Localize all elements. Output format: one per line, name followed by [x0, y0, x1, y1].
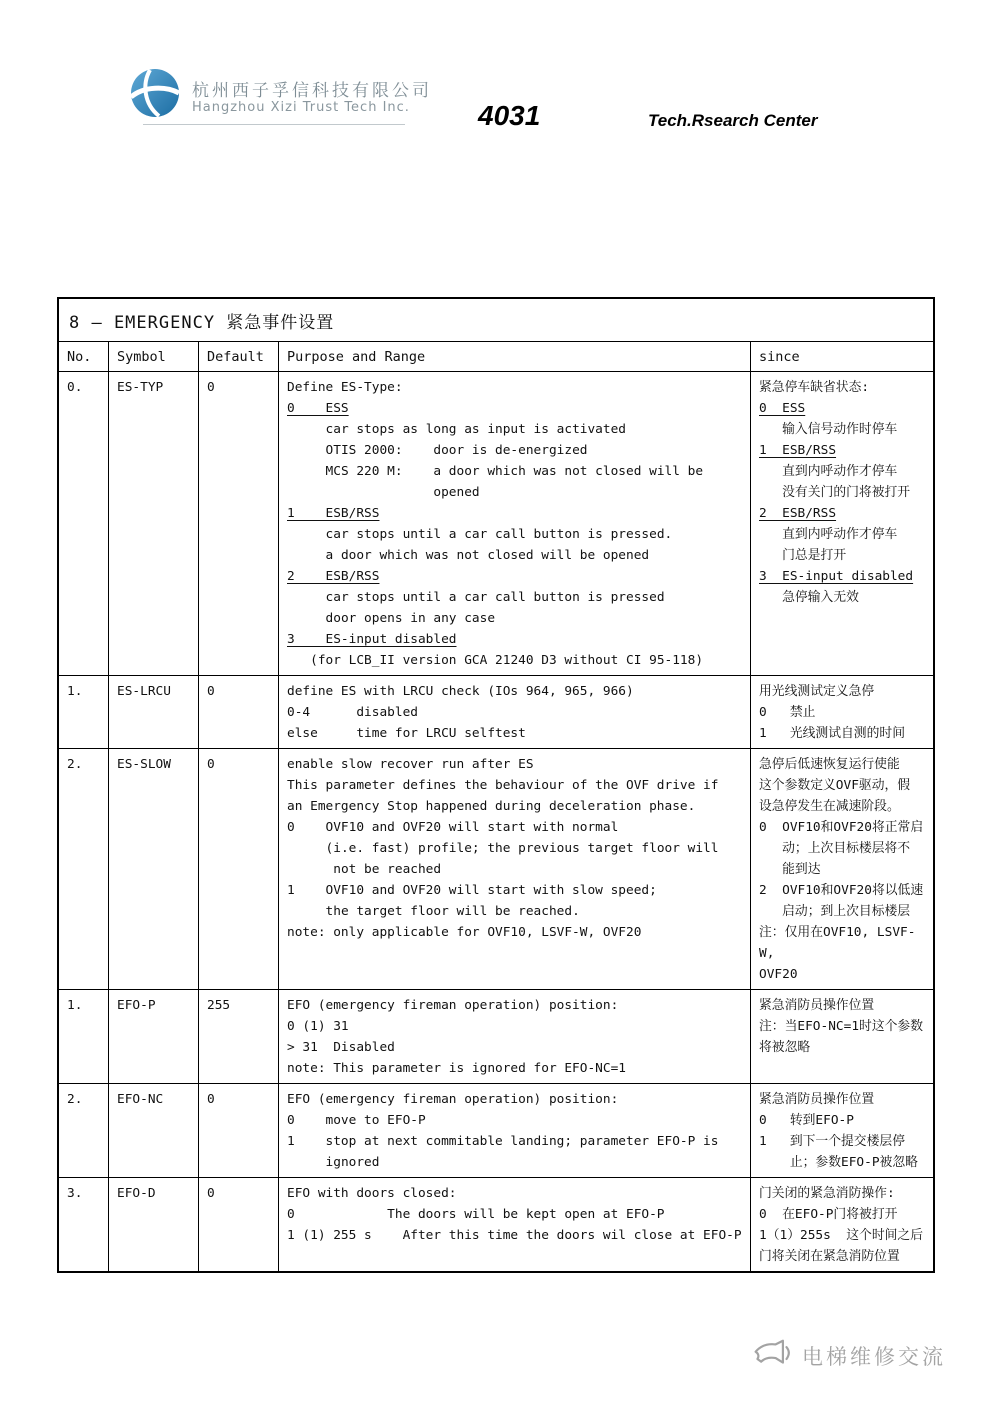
cell-purpose: EFO with doors closed: 0 The doors will be kept open at EFO-P 1 (1) 255 s After this time the doors wil close at EFO-P: [279, 1178, 751, 1271]
cell-symbol: ES-SLOW: [109, 749, 199, 989]
cell-since: 急停后低速恢复运行使能 这个参数定义OVF驱动，假 设急停发生在减速阶段。 0 OVF10和OVF20将正常启 动；上次目标楼层将不 能到达 2 OVF10和OVF20将以低速 启动；到上次目标楼层 注：仅用在OVF10, LSVF-W, OVF20: [759, 757, 924, 982]
cell-since: 门关闭的紧急消防操作: 0 在EFO-P门将被打开 1（1）255s 这个时间之后 门将关闭在紧急消防位置: [759, 1186, 924, 1264]
cell-default: 0: [199, 676, 279, 748]
cell-since: 紧急停车缺省状态: 0 ESS 输入信号动作时停车 1 ESB/RSS 直到内呼动作才停车 没有关门的门将被打开 2 ESB/RSS 直到内呼动作才停车 门总是打开 3 ES-input disabled 急停输入无效: [759, 380, 914, 605]
cell-no: 2.: [59, 749, 109, 989]
table-row: [59, 749, 933, 990]
company-name-en: Hangzhou Xizi Trust Tech Inc.: [192, 100, 410, 115]
cell-default: 0: [199, 1178, 279, 1271]
table-header-row: [59, 342, 933, 372]
header-divider: [143, 124, 405, 125]
department-title: Tech.Rsearch Center: [648, 111, 818, 130]
table-row: [59, 1084, 933, 1178]
table-section-title: 8 — EMERGENCY 紧急事件设置: [59, 299, 933, 342]
table-body: [59, 372, 933, 1271]
cell-no: 2.: [59, 1084, 109, 1177]
cell-no: 1.: [59, 990, 109, 1083]
cell-since: 紧急消防员操作位置 注：当EFO-NC=1时这个参数 将被忽略: [759, 998, 924, 1055]
cell-default: 0: [199, 372, 279, 675]
cell-symbol: EFO-P: [109, 990, 199, 1083]
column-header-default: Default: [199, 342, 279, 371]
table-row: [59, 372, 933, 676]
watermark: [752, 1338, 946, 1373]
cell-symbol: EFO-D: [109, 1178, 199, 1271]
column-header-symbol: Symbol: [109, 342, 199, 371]
cell-no: 1.: [59, 676, 109, 748]
table-row: [59, 1178, 933, 1271]
table-row: [59, 676, 933, 749]
column-header-since: since: [759, 349, 800, 365]
cell-symbol: ES-TYP: [109, 372, 199, 675]
cell-purpose: define ES with LRCU check (IOs 964, 965, 966) 0-4 disabled else time for LRCU selftest: [279, 676, 751, 748]
company-name-cn: 杭州西子孚信科技有限公司: [192, 81, 432, 101]
parameter-table: [57, 297, 935, 1273]
table-row: [59, 990, 933, 1084]
page-number: 4031: [478, 100, 541, 131]
cell-symbol: EFO-NC: [109, 1084, 199, 1177]
company-logo-icon: [128, 66, 182, 120]
cell-no: 3.: [59, 1178, 109, 1271]
cell-default: 255: [199, 990, 279, 1083]
cell-purpose: EFO (emergency fireman operation) position: 0 move to EFO-P 1 stop at next commitable landing; parameter EFO-P is ignored: [279, 1084, 751, 1177]
column-header-no: No.: [59, 342, 109, 371]
cell-symbol: ES-LRCU: [109, 676, 199, 748]
cell-default: 0: [199, 749, 279, 989]
cell-default: 0: [199, 1084, 279, 1177]
cell-purpose: Define ES-Type: 0 ESS car stops as long as input is activated OTIS 2000: door is de-energized MCS 220 M: a door which was not closed will be opened 1 ESB/RSS car stops until a car call button is pressed. a door which was not closed will be opened 2 ESB/RSS car stops until a car call button is pressed door opens in any case 3 ES-input disabled (for LCB_II version GCA 21240 D3 without CI 95-118): [279, 372, 751, 675]
cell-purpose: EFO (emergency fireman operation) position: 0 (1) 31 > 31 Disabled note: This parameter is ignored for EFO-NC=1: [279, 990, 751, 1083]
watermark-text: 电梯维修交流: [802, 1344, 946, 1369]
megaphone-icon: [752, 1338, 792, 1373]
cell-no: 0.: [59, 372, 109, 675]
cell-since: 紧急消防员操作位置 0 转到EFO-P 1 到下一个提交楼层停 止；参数EFO-P被忽略: [759, 1092, 918, 1170]
cell-purpose: enable slow recover run after ES This parameter defines the behaviour of the OVF drive if an Emergency Stop happened during deceleration phase. 0 OVF10 and OVF20 will start with normal (i.e. fast) profile; the previous target floor will not be reached 1 OVF10 and OVF20 will start with slow speed; the target floor will be reached. note: only applicable for OVF10, LSVF-W, OVF20: [279, 749, 751, 989]
column-header-purpose: Purpose and Range: [279, 342, 751, 371]
cell-since: 用光线测试定义急停 0 禁止 1 光线测试自测的时间: [759, 684, 905, 741]
